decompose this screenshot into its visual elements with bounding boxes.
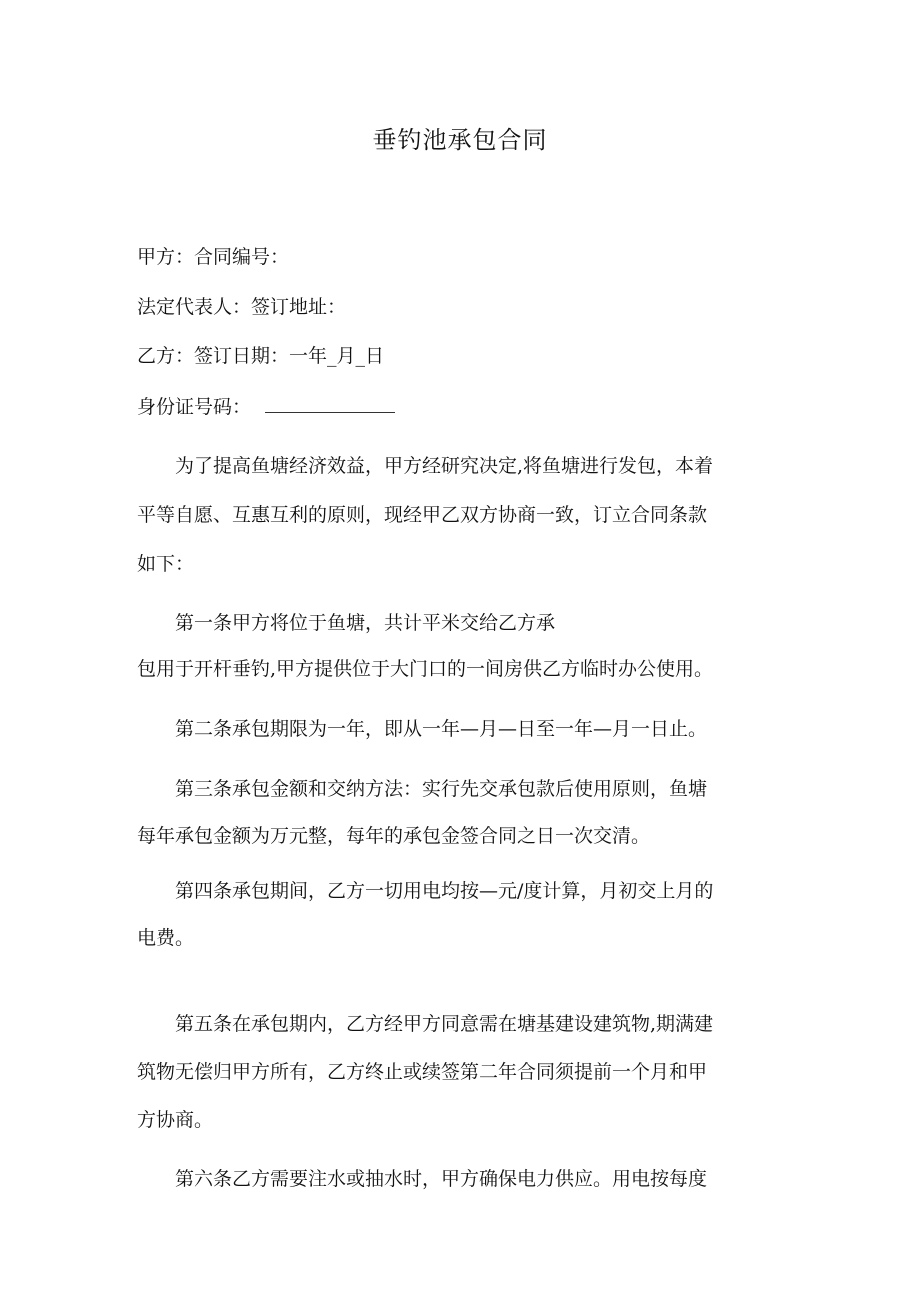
paragraph-article-4: [137, 868, 787, 962]
paragraph-article-3: [137, 766, 787, 860]
id-number-blank: [265, 392, 395, 413]
id-number-label: 身份证号码：: [137, 396, 252, 418]
paragraph-line: 第五条在承包期内，乙方经甲方同意需在塘基建设建筑物,期满建: [175, 1013, 714, 1035]
paragraph-article-2: [137, 706, 787, 752]
paragraph-line: 如下：: [137, 553, 195, 575]
paragraph-line: 为了提高鱼塘经济效益，甲方经研究决定,将鱼塘进行发包，本着: [175, 455, 714, 477]
paragraph-article-5: [137, 1000, 787, 1144]
paragraph-preamble: [137, 442, 787, 589]
party-a-contract-number-line: 甲方：合同编号：: [137, 246, 290, 268]
paragraph-article-6: [137, 1156, 787, 1202]
paragraph-line: 第二条承包期限为一年，即从一年—月—日至一年—月一日止。: [175, 718, 708, 740]
paragraph-line: 平等自愿、互惠互利的原则，现经甲乙双方协商一致，订立合同条款: [137, 504, 708, 526]
party-b-signing-date-line: 乙方：签订日期：一年_月_日: [137, 345, 385, 367]
paragraph-line: 筑物无偿归甲方所有，乙方终止或续签第二年合同须提前一个月和甲: [137, 1061, 708, 1083]
paragraph-line: 第三条承包金额和交纳方法：实行先交承包款后使用原则，鱼塘: [175, 778, 708, 800]
paragraph-line: 第四条承包期间，乙方一切用电均按—元/度计算，月初交上月的: [175, 880, 714, 902]
id-number-line: [137, 392, 395, 422]
paragraph-line: 第一条甲方将位于鱼塘，共计平米交给乙方承: [175, 612, 556, 634]
paragraph-line: 第六条乙方需要注水或抽水时，甲方确保电力供应。用电按每度: [175, 1168, 708, 1190]
paragraph-line: 电费。: [137, 927, 195, 949]
paragraph-line: 方协商。: [137, 1109, 214, 1131]
legal-representative-signing-address-line: 法定代表人：签订地址：: [137, 296, 347, 318]
paragraph-line: 包用于开杆垂钓,甲方提供位于大门口的一间房供乙方临时办公使用。: [137, 658, 714, 680]
document-title: 垂钓池承包合同: [372, 126, 548, 154]
paragraph-article-1: [137, 600, 787, 692]
paragraph-line: 每年承包金额为万元整，每年的承包金签合同之日一次交清。: [137, 825, 651, 847]
